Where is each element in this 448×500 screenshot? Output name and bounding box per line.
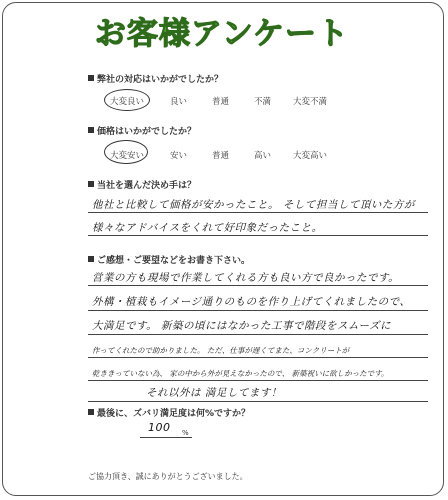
q2-option-2[interactable]: 安い — [170, 151, 188, 161]
q5-percent-unit: % — [182, 429, 189, 437]
footer-thanks: ご協力頂き、誠にありがとうございました。 — [88, 472, 248, 481]
q1-option-3[interactable]: 普通 — [212, 97, 230, 107]
q3-answer-line-2: 様々なアドバイスをくれて好印象だったこと。 — [92, 222, 323, 234]
q4-answer-line-1: 営業の方も現場で作業してくれる方も良い方で良かったです。 — [92, 272, 400, 284]
question-1-label: 弊社の対応はいかがでしたか？ — [97, 75, 224, 85]
question-4 — [88, 253, 250, 266]
answer-rule — [88, 357, 428, 358]
answer-rule — [88, 380, 428, 381]
bullet-square-icon — [88, 75, 94, 81]
q1-selection-circle — [104, 89, 150, 111]
answer-rule — [88, 401, 428, 402]
q1-option-2[interactable]: 良い — [170, 97, 188, 107]
q1-option-4[interactable]: 不満 — [254, 97, 272, 107]
bullet-square-icon — [88, 256, 94, 262]
q4-answer-line-5: 乾ききっていない為、 家の中から外が見えなかったので、 新築祝いに欲しかったです。 — [92, 369, 389, 378]
question-5-label: 最後に、ズバリ満足度は何%ですか？ — [97, 409, 251, 419]
question-5 — [88, 406, 250, 419]
answer-rule — [88, 235, 428, 236]
answer-rule — [88, 334, 428, 335]
bullet-square-icon — [88, 127, 94, 133]
q2-option-5[interactable]: 大変高い — [293, 151, 328, 161]
q4-answer-line-4: 作ってくれたので助かりました。 ただ、仕事が遅くてまた、コンクリートが — [92, 346, 350, 355]
bullet-square-icon — [88, 409, 94, 415]
q3-answer-line-1: 他社と比較して価格が安かったこと。 そして担当して頂いた方が — [92, 199, 415, 211]
question-2 — [88, 124, 196, 137]
answer-rule — [88, 212, 428, 213]
q1-option-1[interactable]: 大変良い — [110, 97, 145, 107]
q2-option-4[interactable]: 高い — [254, 151, 272, 161]
page-title: お客様アンケート — [94, 16, 350, 52]
q4-answer-line-3: 大満足です。 新築の頃にはなかった工事で階段をスムーズに — [92, 320, 391, 332]
question-3-label: 当社を選んだ決め手は？ — [97, 181, 197, 191]
q1-option-5[interactable]: 大変不満 — [293, 97, 328, 107]
q5-answer-value: 100 — [148, 421, 171, 434]
question-2-label: 価格はいかがでしたか？ — [97, 127, 197, 137]
q2-option-1[interactable]: 大変安い — [110, 151, 145, 161]
answer-rule — [140, 437, 192, 438]
question-4-label: ご感想・ご要望などをお書き下さい。 — [97, 256, 251, 266]
q4-answer-line-6: それ以外は 満足してます！ — [146, 387, 282, 399]
question-1 — [88, 72, 223, 85]
bullet-square-icon — [88, 181, 94, 187]
q2-selection-circle — [104, 140, 148, 164]
answer-rule — [88, 310, 428, 311]
question-3 — [88, 178, 196, 191]
q4-answer-line-2: 外構・植栽もイメージ通りのものを作り上げてくれましたので、 — [92, 296, 411, 308]
q2-option-3[interactable]: 普通 — [212, 151, 230, 161]
answer-rule — [88, 285, 428, 286]
